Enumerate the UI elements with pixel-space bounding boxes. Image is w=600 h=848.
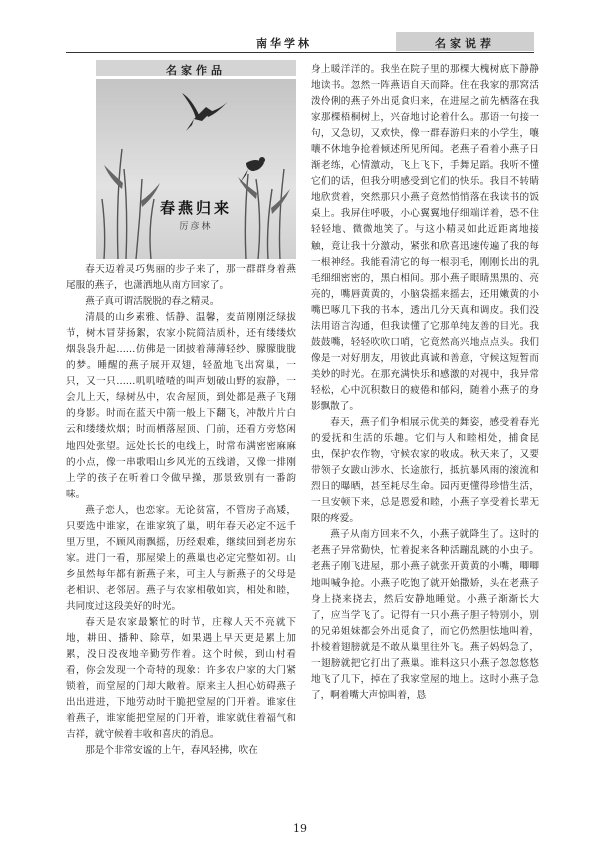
paragraph: 燕子真可谓活脱脱的春之精灵。 <box>85 296 220 308</box>
column-tag: 名家说荐 <box>435 37 495 50</box>
paragraph: 春天迈着灵巧隽丽的步子来了，那一群群身着燕尾服的燕子，也潇洒地从南方回家了。 <box>66 264 296 292</box>
section-label: 名家作品 <box>166 64 226 77</box>
paragraph: 那是个非常安谧的上午，春风轻拂，吹在 <box>85 745 258 757</box>
article-title: 春燕归来 <box>159 199 232 217</box>
article-author: 厉彦林 <box>179 222 213 232</box>
swallow-photo <box>96 79 296 259</box>
paragraph: 燕子恋人，也恋家。无论贫富，不管房子高矮，只要选中谁家，在谁家筑了巢，明年春天必定不远千里万里，不顾风雨飘摇，历经艰难，继续回到老房东家。进门一看，那屋梁上的燕巢也必定完整如初。山乡虽然每年都有新燕子来，可主人与新燕子的父母是老相识、老邻居。燕子与农家相敬如宾，相处和睦，共同度过这段美好的时光。 <box>66 504 296 612</box>
paragraph: 清晨的山乡素雅、恬静、温馨，麦苗刚刚泛绿拔节，树木冒芽扬絮，农家小院简洁质朴，还有缕缕炊烟袅袅升起……仿佛是一团披着薄薄轻纱、朦朦胧胧的梦。睡醒的燕子展开双翅，轻盈地飞出窝巢，一只，又一只……叽叽喳喳的叫声划破山野的寂静，一会儿上天，绿树丛中，农舍屋顶，到处都是燕子飞翔的身影。时而在蓝天中箭一般上下翻飞，冲散片片白云和缕缕炊烟；时而栖落屋顶、门前，还看方旁悠闲地四处张望。远处长长的电线上，时常布满密密麻麻的小点，像一串歌唱山乡风光的五线谱，又像一排刚上学的孩子在听着口令做早操，那景致别有一番韵味。 <box>66 312 296 500</box>
page-number: 19 <box>293 822 307 835</box>
swallow-illustration <box>96 79 296 259</box>
page-header <box>66 32 534 54</box>
paragraph: 身上暖洋洋的。我坐在院子里的那棵大槐树底下静静地读书。忽然一阵燕语自天而降。住在我家的那窝活泼伶俐的燕子外出觅食归来，在进屋之前先栖落在我家那棵梧桐树上，兴奋地讨论着什么。那语一句接一句，又急切，又欢快，像一群春游归来的小学生，嚷嚷不休地争抢着倾述所见所闻。老燕子看着小燕子日渐老练，心情激动，飞上飞下，手舞足蹈。我听不懂它们的话，但我分明感受到它们的快乐。我目不转睛地欣赏着，突然那只小燕子竟然悄悄落在我读书的饭桌上。我屏住呼吸，小心翼翼地仔细端详着，恐不住轻轻地、微微地笑了。与这小精灵如此近距离地接触，竟让我十分激动，紧张和欣喜迅速传遍了我的每一根神经。我能看清它的每一根羽毛，刚刚长出的乳毛细细密密的，黑白相间。那小燕子眼睛黑黑的、亮亮的，嘴唇黄黄的，小脑袋摇来摇去，还用嫩黄的小嘴巴啄几下我的书本，透出几分天真和调皮。我们没法用语言沟通，但我读懂了它那单纯友善的目光。我鼓鼓嘴，轻轻吹吹口哨，它竟然高兴地点点头。我们像是一对好朋友，用彼此真诚和善意，守候这短暂而美妙的时光。在那充满快乐和感激的对视中，我异常轻松，心中沉积数日的疲倦和郁闷，随着小燕子的身影飘散了。 <box>311 64 539 412</box>
text-column-right <box>311 62 539 704</box>
header-rule <box>66 52 534 53</box>
paragraph: 燕子从南方回来不久，小燕子就降生了。这时的老燕子异常勤快，忙着捉来各种活蹦乱跳的小虫子。老燕子刚飞进屋，那小燕子就张开黄黄的小嘴，唧唧地叫喊争抢。小燕子吃饱了就开始撒娇，头在老燕子身上挠来挠去，然后安静地睡觉。小燕子渐渐长大了，应当学飞了。记得有一只小燕子胆子特别小，别的兄弟姐妹都会外出觅食了，而它仍然胆怯地叫着，扑棱着翅膀就是不敢从巢里往外飞。燕子妈妈急了，一翅膀就把它打出了燕巢。谁料这只小燕子忽忽悠悠地飞了几下，掉在了我家堂屋的地上。这时小燕子急了，啊着嘴大声惊叫着，恳 <box>311 529 539 701</box>
column-tag-box <box>396 32 534 51</box>
journal-name: 南华学林 <box>256 37 312 50</box>
section-label-box <box>96 60 296 76</box>
text-column-left <box>66 262 296 759</box>
paragraph: 春天是农家最繁忙的时节，庄稼人天不亮就下地，耕田、播种、除草，如果遇上早天更是累上加累，没日没夜地辛勤劳作着。这个时候，到山村看看，你会发现一个奇特的现象：许多农户家的大门紧锁着，而堂屋的门却大敞着。原来主人担心妨碍燕子出出进进，下地劳动时干脆把堂屋的门开着。谁家住着燕子，谁家能把堂屋的门开着，谁家就住着福气和吉祥，就守候着丰收和喜庆的消息。 <box>66 617 296 741</box>
paragraph: 春天，燕子们争相展示优美的舞姿，感受着春光的爱抚和生活的乐趣。它们与人和睦相处，捕食昆虫，保护农作物，守候农家的收成。秋天来了，又要带领子女跋山涉水、长途旅行，抵抗暴风雨的滚流和烈日的曝晒，甚至耗尽生命。园丙更懂得珍惜生活，一旦安顿下来，总是恩爱和睦，小燕子享受着长辈无限的疼爱。 <box>311 417 539 525</box>
